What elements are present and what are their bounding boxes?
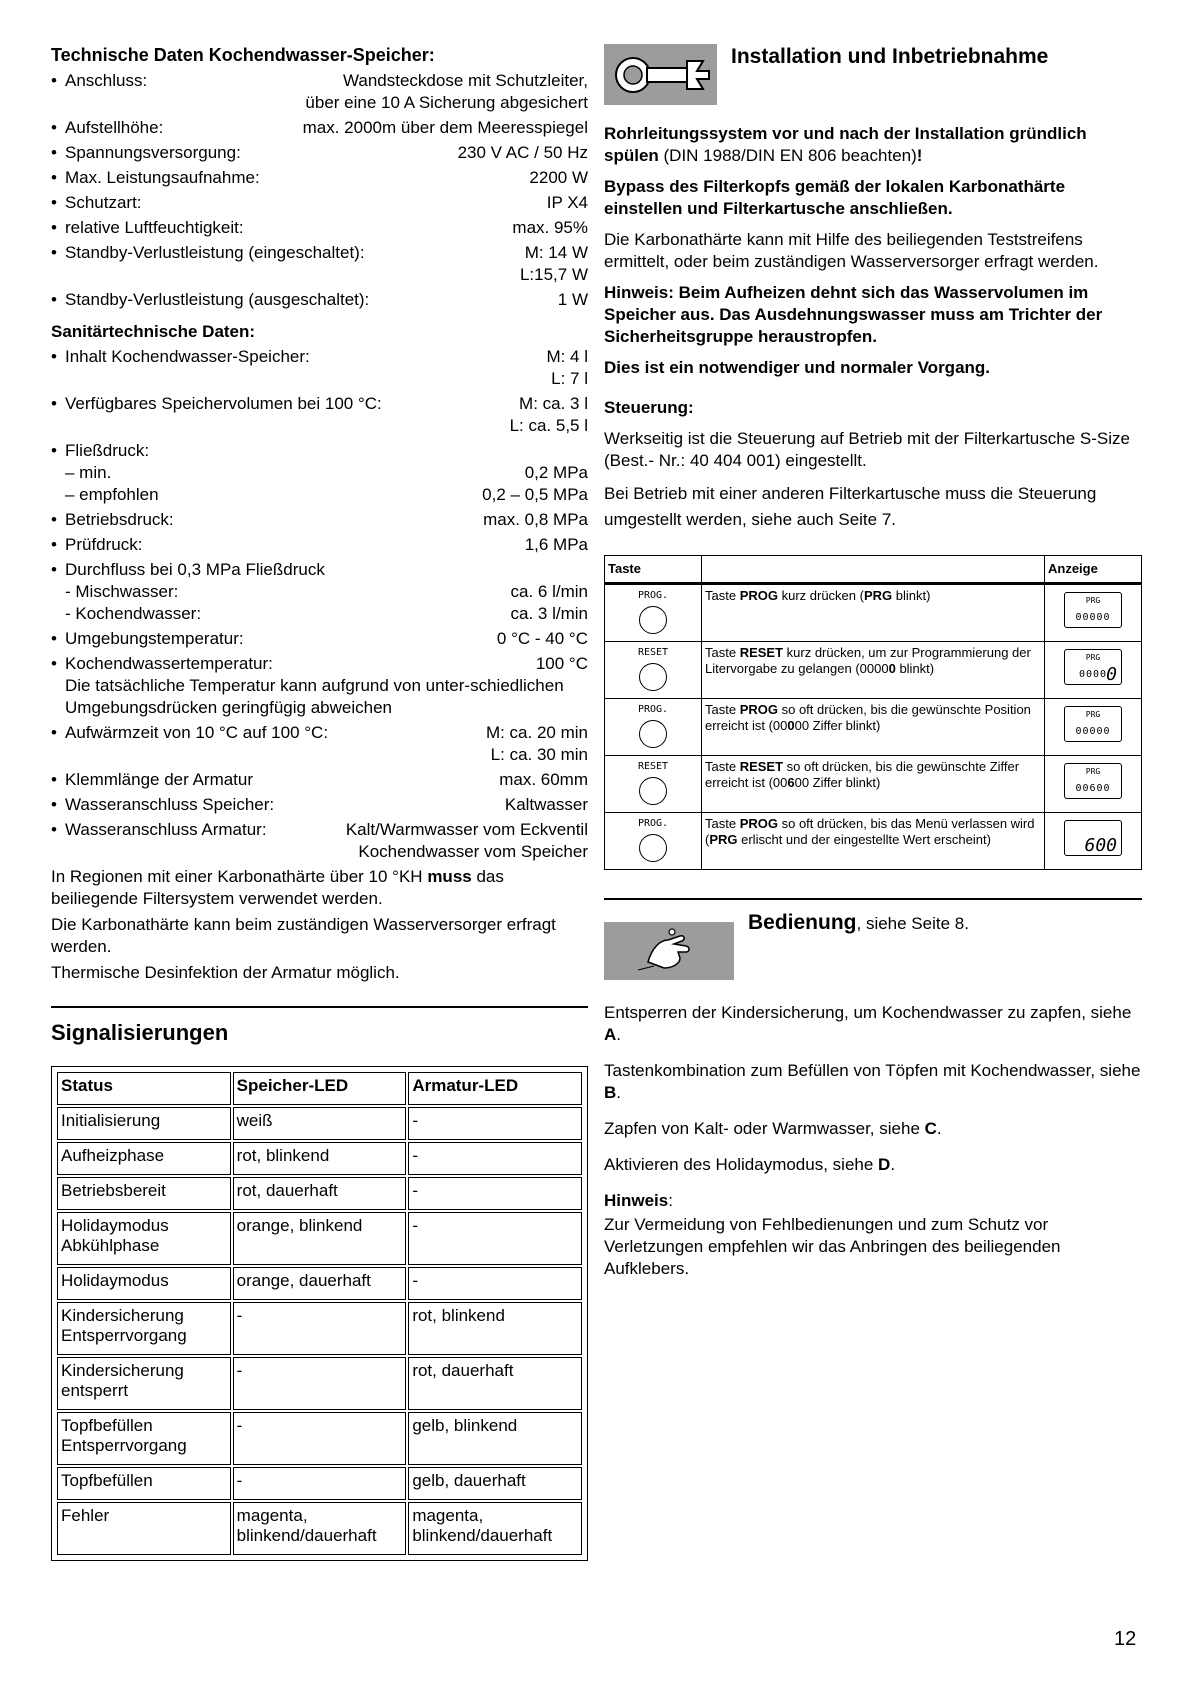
hardness-paragraph: In Regionen mit einer Karbonathärte über 10 °KH muss das beiliegende Filtersystem verwendet werden.	[51, 867, 504, 908]
table-cell: -	[233, 1467, 407, 1500]
spec-label: • Umgebungstemperatur:	[65, 629, 244, 648]
spec-label: • Wasseranschluss Speicher:	[65, 795, 275, 814]
table-row	[57, 1142, 582, 1175]
display-cell	[1045, 756, 1142, 813]
spec-value: über eine 10 A Sicherung abgesichert	[305, 93, 588, 112]
desc-part: Taste	[705, 816, 740, 831]
spec-row	[65, 289, 588, 311]
heating-note-paragraph: Hinweis: Beim Aufheizen dehnt sich das Wasservolumen im Speicher aus. Das Ausdehnungswasser muss am Trichter der Sicherheitsgruppe heraustropfen.	[604, 283, 1103, 346]
spec-label: • relative Luftfeuchtigkeit:	[65, 218, 244, 237]
spec-row	[65, 534, 588, 556]
spec-label: • Betriebsdruck:	[65, 510, 174, 529]
lcd-value: 600	[1084, 835, 1117, 856]
key-description	[702, 756, 1045, 813]
spec-value: L: ca. 30 min	[490, 745, 588, 764]
tech-data-heading: Technische Daten Kochendwasser-Speicher:	[51, 45, 435, 65]
key-button-icon	[639, 663, 667, 691]
key-button-icon	[639, 777, 667, 805]
spec-sub-row	[65, 462, 588, 484]
spec-value: max. 0,8 MPa	[483, 510, 588, 529]
bedienung-item-d: Aktivieren des Holidaymodus, siehe D.	[604, 1155, 896, 1174]
lcd-prg: PRG	[1085, 596, 1101, 605]
table-cell: rot, blinkend	[408, 1302, 582, 1355]
spec-sub-value: ca. 3 l/min	[510, 604, 588, 623]
table-row	[57, 1107, 582, 1140]
install-header	[604, 44, 1142, 105]
spec-row	[65, 393, 588, 415]
section-divider	[604, 898, 1142, 900]
desc-part: so oft drücken, bis das Menü verlassen wird (	[705, 816, 1035, 847]
section-divider	[51, 1006, 588, 1008]
spec-value: 1,6 MPa	[524, 535, 588, 554]
key-description	[702, 642, 1045, 699]
bedienung-item-c: Zapfen von Kalt- oder Warmwasser, siehe C.	[604, 1119, 942, 1138]
table-cell: Kindersicherung Entsperrvorgang	[57, 1302, 231, 1355]
sanitary-spec-list	[51, 346, 588, 863]
key-label: RESET	[637, 761, 669, 772]
table-row	[605, 813, 1142, 870]
table-cell: rot, dauerhaft	[233, 1177, 407, 1210]
spec-sub-row	[65, 581, 588, 603]
other-cartridge-paragraph: Bei Betrieb mit einer anderen Filterkartusche muss die Steuerung umgestellt werden, siehe auch Seite 7.	[604, 484, 1097, 529]
right-column	[604, 44, 1142, 1289]
spec-item	[51, 440, 588, 506]
spec-row	[65, 440, 588, 462]
spec-label: • Fließdruck:	[65, 441, 150, 460]
spec-sub-row	[65, 603, 588, 625]
table-cell: Fehler	[57, 1502, 231, 1555]
flush-paragraph: Rohrleitungssystem vor und nach der Installation gründlich spülen (DIN 1988/DIN EN 806 beachten)!	[604, 124, 1087, 165]
spec-label: • Verfügbares Speichervolumen bei 100 °C:	[65, 394, 382, 413]
hinweis-text: Zur Vermeidung von Fehlbedienungen und zum Schutz vor Verletzungen empfehlen wir das Anbringen des beiliegenden Aufklebers.	[604, 1215, 1061, 1278]
desc-part: RESET	[739, 759, 784, 774]
key-cell	[605, 584, 702, 642]
water-supplier-paragraph: Die Karbonathärte kann beim zuständigen Wasserversorger erfragt werden.	[51, 915, 556, 956]
spec-item	[51, 167, 588, 189]
spec-value: Kalt/Warmwasser vom Eckventil	[345, 820, 588, 839]
table-cell: Betriebsbereit	[57, 1177, 231, 1210]
spec-value: M: 14 W	[524, 243, 588, 262]
spec-label: • Spannungsversorgung:	[65, 143, 241, 162]
spec-value: M: ca. 20 min	[485, 723, 588, 742]
table-row	[605, 584, 1142, 642]
key-cell	[605, 699, 702, 756]
spec-value: max. 95%	[512, 218, 588, 237]
factory-setting-paragraph: Werkseitig ist die Steuerung auf Betrieb mit der Filterkartusche S-Size (Best.- Nr.: 40 404 001) eingestellt.	[604, 429, 1130, 470]
table-row	[605, 699, 1142, 756]
bedienung-item-a: Entsperren der Kindersicherung, um Kochendwasser zu zapfen, siehe A.	[604, 1003, 1132, 1044]
desc-part: erlischt und der eingestellte Wert erscheint)	[737, 832, 991, 847]
spec-item	[51, 142, 588, 164]
table-cell: orange, blinkend	[233, 1212, 407, 1265]
spec-item	[51, 628, 588, 650]
desc-part: Taste	[705, 645, 740, 660]
tech-spec-list	[51, 70, 588, 311]
spec-row	[65, 217, 588, 239]
spec-row	[65, 117, 588, 139]
spec-label: • Schutzart:	[65, 193, 142, 212]
table-row	[57, 1412, 582, 1465]
key-description	[702, 699, 1045, 756]
spec-label: • Kochendwassertemperatur:	[65, 654, 273, 673]
signal-table-header: Armatur-LED	[408, 1072, 582, 1105]
key-table-header: Taste	[605, 556, 702, 584]
desc-part: kurz drücken (	[777, 588, 864, 603]
page-number: 12	[1114, 1628, 1137, 1650]
spec-label: • Standby-Verlustleistung (eingeschaltet):	[65, 243, 365, 262]
spec-label: • Max. Leistungsaufnahme:	[65, 168, 260, 187]
bedienung-header	[604, 912, 1142, 980]
desc-part: 6	[787, 775, 795, 790]
table-row	[57, 1467, 582, 1500]
table-cell: orange, dauerhaft	[233, 1267, 407, 1300]
table-cell: Holidaymodus Abkühlphase	[57, 1212, 231, 1265]
key-label: RESET	[637, 647, 669, 658]
disinfection-paragraph: Thermische Desinfektion der Armatur möglich.	[51, 963, 400, 982]
spec-row	[65, 769, 588, 791]
table-cell: magenta, blinkend/dauerhaft	[233, 1502, 407, 1555]
hinweis-label: Hinweis:	[604, 1191, 673, 1210]
key-button-icon	[639, 606, 667, 634]
table-row	[605, 642, 1142, 699]
lcd-display-icon	[1064, 649, 1122, 685]
table-row	[57, 1502, 582, 1555]
spec-value: L: 7 l	[551, 369, 588, 388]
spec-item	[51, 242, 588, 286]
spec-item	[51, 217, 588, 239]
spec-sub-value: 0,2 – 0,5 MPa	[482, 485, 588, 504]
spec-value: 230 V AC / 50 Hz	[457, 143, 588, 162]
key-table	[604, 555, 1142, 870]
lcd-prg: PRG	[1085, 710, 1101, 719]
lcd-digits: 00000	[1075, 612, 1111, 623]
display-cell	[1045, 584, 1142, 642]
table-row	[57, 1177, 582, 1210]
lcd-digits: 00600	[1075, 783, 1111, 794]
spec-value: IP X4	[546, 193, 588, 212]
desc-part: so oft drücken, bis die gewünschte Position erreicht ist (00	[705, 702, 1031, 733]
table-cell: Aufheizphase	[57, 1142, 231, 1175]
key-label: PROG.	[637, 818, 669, 829]
key-description	[702, 813, 1045, 870]
spec-value: M: 4 l	[546, 347, 588, 366]
spec-value: max. 2000m über dem Meeresspiegel	[302, 118, 588, 137]
spec-item	[51, 534, 588, 556]
spec-item	[51, 289, 588, 311]
normal-process-paragraph: Dies ist ein notwendiger und normaler Vorgang.	[604, 358, 991, 377]
spec-value: 1 W	[557, 290, 588, 309]
spec-value: Wandsteckdose mit Schutzleiter,	[342, 71, 588, 90]
spec-item	[51, 393, 588, 437]
table-cell: -	[408, 1142, 582, 1175]
signal-table	[51, 1066, 588, 1561]
sanitary-heading: Sanitärtechnische Daten:	[51, 322, 256, 341]
table-row	[57, 1357, 582, 1410]
desc-part: kurz drücken, um zur Programmierung der Litervorgabe zu gelangen (0000	[705, 645, 1031, 676]
desc-part: 0	[787, 718, 795, 733]
desc-part: PROG	[739, 588, 778, 603]
table-row	[57, 1267, 582, 1300]
table-cell: Topfbefüllen	[57, 1467, 231, 1500]
spec-label: • Wasseranschluss Armatur:	[65, 820, 267, 839]
display-cell	[1045, 699, 1142, 756]
table-row	[57, 1212, 582, 1265]
desc-part: blinkt)	[895, 661, 935, 676]
key-button-icon	[639, 834, 667, 862]
left-column	[51, 44, 588, 1561]
spec-row	[65, 819, 588, 841]
desc-part: PROG	[739, 702, 778, 717]
table-cell: weiß	[233, 1107, 407, 1140]
spec-label: • Inhalt Kochendwasser-Speicher:	[65, 347, 310, 366]
table-cell: magenta, blinkend/dauerhaft	[408, 1502, 582, 1555]
spec-sub-label: – min.	[65, 463, 112, 482]
table-cell: -	[233, 1412, 407, 1465]
lcd-display-icon	[1064, 820, 1122, 856]
spec-item	[51, 722, 588, 766]
spec-value: L: ca. 5,5 l	[509, 416, 588, 435]
key-button-icon	[639, 720, 667, 748]
desc-part: PRG	[709, 832, 738, 847]
spec-sub-label: - Mischwasser:	[65, 582, 179, 601]
spec-value: 2200 W	[529, 168, 588, 187]
spec-row	[65, 346, 588, 368]
spec-sub-value: ca. 6 l/min	[510, 582, 588, 601]
spec-row	[65, 559, 588, 581]
table-cell: -	[408, 1212, 582, 1265]
lcd-display-icon	[1064, 763, 1122, 799]
spec-row	[65, 142, 588, 164]
bedienung-title: Bedienung, siehe Seite 8.	[748, 911, 969, 934]
spec-value: Kochendwasser vom Speicher	[358, 842, 588, 861]
bedienung-item-b: Tastenkombination zum Befüllen von Töpfen mit Kochendwasser, siehe B.	[604, 1061, 1141, 1102]
spec-sub-value: 0,2 MPa	[524, 463, 588, 482]
lcd-prg: PRG	[1085, 767, 1101, 776]
spec-item	[51, 769, 588, 791]
spec-label: • Standby-Verlustleistung (ausgeschaltet):	[65, 290, 370, 309]
teststrip-paragraph: Die Karbonathärte kann mit Hilfe des beiliegenden Teststreifens ermittelt, oder beim zuständigen Wasserversorger erfragt werden.	[604, 230, 1099, 271]
spec-note: Die tatsächliche Temperatur kann aufgrund von unter-schiedlichen Umgebungsdrücken geringfügig abweichen	[65, 676, 564, 717]
spec-sub-row	[65, 484, 588, 506]
table-cell: Topfbefüllen Entsperrvorgang	[57, 1412, 231, 1465]
steuerung-heading: Steuerung:	[604, 398, 694, 417]
spec-sub-label: - Kochendwasser:	[65, 604, 202, 623]
desc-part: Taste	[705, 759, 740, 774]
spec-item	[51, 509, 588, 531]
spec-value: M: ca. 3 l	[519, 394, 588, 413]
spec-row	[65, 167, 588, 189]
key-description	[702, 584, 1045, 642]
spec-row	[65, 70, 588, 92]
spec-sub-label: – empfohlen	[65, 485, 159, 504]
spec-value: L:15,7 W	[519, 265, 588, 284]
desc-part: blinkt)	[892, 588, 931, 603]
spec-value: 0 °C - 40 °C	[496, 629, 588, 648]
lcd-value: 0	[1106, 664, 1117, 685]
spec-label: • Klemmlänge der Armatur	[65, 770, 254, 789]
table-cell: -	[408, 1267, 582, 1300]
table-cell: rot, blinkend	[233, 1142, 407, 1175]
table-cell: Kindersicherung entsperrt	[57, 1357, 231, 1410]
table-cell: Initialisierung	[57, 1107, 231, 1140]
lcd-display-icon	[1064, 706, 1122, 742]
spec-item	[51, 559, 588, 625]
table-cell: rot, dauerhaft	[408, 1357, 582, 1410]
key-cell	[605, 756, 702, 813]
table-row	[605, 756, 1142, 813]
spec-label: • Prüfdruck:	[65, 535, 143, 554]
spec-row	[65, 794, 588, 816]
spec-row	[65, 509, 588, 531]
install-heading: Installation und Inbetriebnahme	[731, 45, 1049, 68]
spec-item	[51, 70, 588, 114]
spec-item	[51, 794, 588, 816]
table-cell: -	[233, 1302, 407, 1355]
desc-part: so oft drücken, bis die gewünschte Ziffer erreicht ist (00	[705, 759, 1020, 790]
desc-part: 0	[888, 661, 896, 676]
table-cell: Holidaymodus	[57, 1267, 231, 1300]
table-row	[57, 1302, 582, 1355]
spec-row	[65, 628, 588, 650]
desc-part: 00 Ziffer blinkt)	[794, 775, 881, 790]
desc-part: PROG	[739, 816, 778, 831]
desc-part: Taste	[705, 588, 740, 603]
desc-part: 00 Ziffer blinkt)	[794, 718, 881, 733]
desc-part: PRG	[863, 588, 893, 603]
table-cell: gelb, dauerhaft	[408, 1467, 582, 1500]
key-cell	[605, 813, 702, 870]
key-label: PROG.	[637, 590, 669, 601]
key-label: PROG.	[637, 704, 669, 715]
signal-heading: Signalisierungen	[51, 1020, 229, 1045]
spec-label: • Aufstellhöhe:	[65, 118, 164, 137]
table-cell: gelb, blinkend	[408, 1412, 582, 1465]
table-cell: -	[408, 1177, 582, 1210]
display-cell	[1045, 813, 1142, 870]
spec-value: 100 °C	[535, 654, 588, 673]
spec-label: • Aufwärmzeit von 10 °C auf 100 °C:	[65, 723, 329, 742]
spec-label: • Durchfluss bei 0,3 MPa Fließdruck	[65, 560, 325, 579]
signal-table-header: Speicher-LED	[233, 1072, 407, 1105]
spec-item	[51, 819, 588, 863]
key-table-header: Anzeige	[1045, 556, 1142, 584]
lcd-prg: PRG	[1085, 653, 1101, 662]
desc-part: Taste	[705, 702, 740, 717]
spec-label: • Anschluss:	[65, 71, 148, 90]
spec-value: Kaltwasser	[504, 795, 588, 814]
signal-table-header: Status	[57, 1072, 231, 1105]
key-cell	[605, 642, 702, 699]
lcd-display-icon	[1064, 592, 1122, 628]
spec-row	[65, 653, 588, 675]
spec-row	[65, 242, 588, 264]
spec-row	[65, 722, 588, 744]
desc-part: RESET	[739, 645, 784, 660]
display-cell	[1045, 642, 1142, 699]
wrench-icon	[604, 44, 717, 105]
lcd-digits: 0000	[1078, 669, 1108, 680]
spec-item	[51, 117, 588, 139]
spec-item	[51, 192, 588, 214]
lcd-digits: 00000	[1075, 726, 1111, 737]
hand-icon	[604, 922, 734, 980]
key-table-header	[702, 556, 1045, 584]
spec-item	[51, 346, 588, 390]
table-cell: -	[408, 1107, 582, 1140]
spec-item	[51, 653, 588, 719]
spec-row	[65, 192, 588, 214]
spec-value: max. 60mm	[499, 770, 588, 789]
bypass-paragraph: Bypass des Filterkopfs gemäß der lokalen Karbonathärte einstellen und Filterkartusche anschließen.	[604, 177, 1066, 218]
table-cell: -	[233, 1357, 407, 1410]
